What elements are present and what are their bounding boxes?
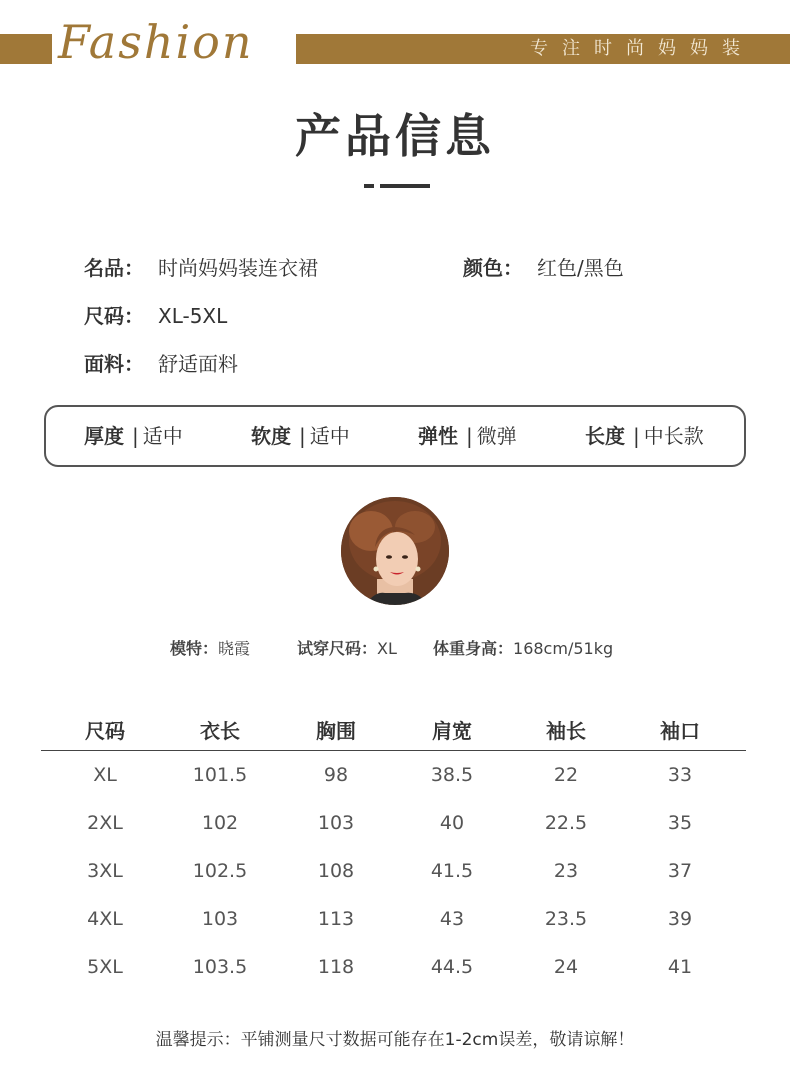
table-cell: 24 xyxy=(553,956,579,978)
model-name: 模特：晓霞 xyxy=(170,639,251,658)
model-avatar xyxy=(341,497,449,605)
table-header-size: 尺码 xyxy=(85,719,125,743)
brand-logo: Fashion xyxy=(58,15,254,69)
model-trial-size: 试穿尺码：XL xyxy=(297,639,397,658)
attribute-box xyxy=(44,405,746,467)
table-header-sleeve: 袖长 xyxy=(546,719,586,743)
table-cell: 5XL xyxy=(87,956,123,978)
attr-length: 长度 | 中长款 xyxy=(585,424,704,448)
table-cell: 118 xyxy=(317,956,355,978)
info-fabric: 面料： 舒适面料 xyxy=(84,352,238,376)
table-cell: 37 xyxy=(667,860,693,882)
header-band-left xyxy=(0,34,52,64)
table-cell: 23.5 xyxy=(544,908,588,930)
table-cell: 35 xyxy=(667,812,693,834)
table-header-cuff: 袖口 xyxy=(660,719,700,743)
table-cell: 101.5 xyxy=(192,764,248,786)
info-color: 颜色： 红色/黑色 xyxy=(463,256,624,280)
table-cell: 41.5 xyxy=(430,860,474,882)
table-cell: 23 xyxy=(553,860,579,882)
table-cell: 38.5 xyxy=(430,764,474,786)
table-header-bust: 胸围 xyxy=(316,719,356,743)
table-cell: 108 xyxy=(317,860,355,882)
table-cell: 103 xyxy=(317,812,355,834)
slogan: 专注时尚妈妈装 xyxy=(530,38,754,59)
table-cell: 41 xyxy=(667,956,693,978)
table-cell: 2XL xyxy=(87,812,123,834)
info-product-name: 名品： 时尚妈妈装连衣裙 xyxy=(84,256,318,280)
table-cell: 22 xyxy=(553,764,579,786)
table-cell: 3XL xyxy=(87,860,123,882)
table-header-length: 衣长 xyxy=(200,719,240,743)
title-divider xyxy=(364,184,430,188)
table-cell: XL xyxy=(93,764,117,786)
table-cell: 102 xyxy=(201,812,239,834)
attr-softness: 软度 | 适中 xyxy=(251,424,350,448)
table-cell: 103.5 xyxy=(192,956,248,978)
info-size: 尺码： XL-5XL xyxy=(84,304,228,328)
model-body: 体重身高：168cm/51kg xyxy=(433,639,614,658)
table-cell: 103 xyxy=(201,908,239,930)
table-cell: 102.5 xyxy=(192,860,248,882)
table-cell: 22.5 xyxy=(544,812,588,834)
table-divider xyxy=(41,750,746,751)
table-cell: 33 xyxy=(667,764,693,786)
table-cell: 39 xyxy=(667,908,693,930)
attr-elasticity: 弹性 | 微弹 xyxy=(418,424,517,448)
table-cell: 4XL xyxy=(87,908,123,930)
table-cell: 113 xyxy=(317,908,355,930)
page-title: 产品信息 xyxy=(295,109,495,163)
table-header-shoulder: 肩宽 xyxy=(432,719,472,743)
attr-thickness: 厚度 | 适中 xyxy=(84,424,183,448)
footnote: 温馨提示：平铺测量尺寸数据可能存在1-2cm误差，敬请谅解！ xyxy=(155,1030,635,1050)
table-cell: 98 xyxy=(323,764,349,786)
table-cell: 40 xyxy=(439,812,465,834)
table-cell: 44.5 xyxy=(430,956,474,978)
table-cell: 43 xyxy=(439,908,465,930)
